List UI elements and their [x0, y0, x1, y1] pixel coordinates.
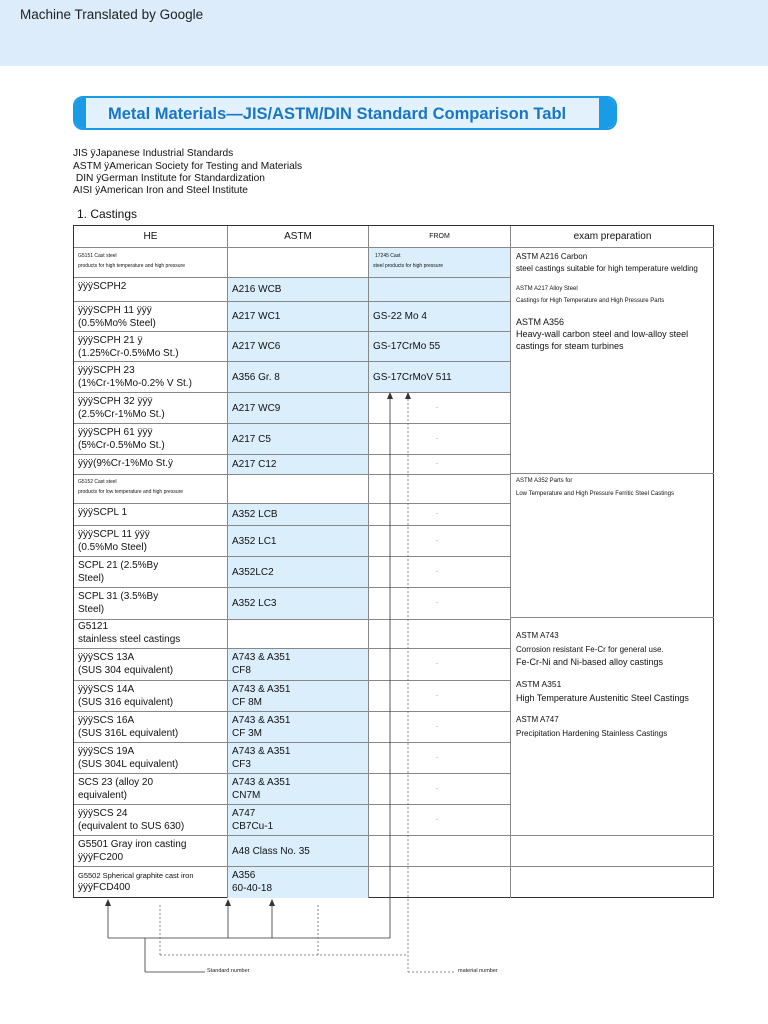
astm-grade-cell: A747 CB7Cu-1	[228, 805, 369, 836]
astm-grade-cell: A216 WCB	[228, 278, 369, 302]
din-grade-cell	[369, 557, 511, 588]
din-grade-cell	[369, 504, 511, 526]
note-line: Heavy-wall carbon steel and low-alloy steel castings for steam turbines	[516, 329, 689, 351]
placeholder-dash: -	[436, 754, 438, 761]
note-line: steel castings suitable for high temperature welding	[516, 264, 698, 273]
jis-grade-cell: ÿÿÿSCS 19A (SUS 304L equivalent)	[74, 743, 228, 774]
din-grade-cell	[369, 526, 511, 557]
table-cell	[369, 836, 511, 867]
jis-grade-cell: ÿÿÿSCS 14A (SUS 316 equivalent)	[74, 681, 228, 712]
astm-grade-cell: A743 & A351 CF3	[228, 743, 369, 774]
placeholder-dash: -	[436, 511, 438, 517]
astm-ductile-iron: A356 60-40-18	[228, 867, 369, 898]
astm-grade-cell: A217 WC6	[228, 332, 369, 362]
note-line: ASTM A217 Alloy Steel	[516, 286, 578, 292]
note-line: Precipitation Hardening Stainless Castings	[516, 729, 668, 738]
din-grade-cell	[369, 649, 511, 681]
ductile-iron-grade: ÿÿÿFCD400	[78, 882, 131, 893]
jis-grade-cell: ÿÿÿSCS 24 (equivalent to SUS 630)	[74, 805, 228, 836]
section-title: 1. Castings	[77, 207, 138, 221]
page-title: Metal Materials—JIS/ASTM/DIN Standard Comparison Tabl	[108, 105, 567, 123]
comparison-table	[73, 225, 714, 898]
title-accent-left	[75, 98, 86, 128]
table-cell	[511, 836, 714, 867]
jis-grade-cell: ÿÿÿSCPH2	[74, 278, 228, 302]
placeholder-dash: -	[436, 692, 438, 699]
abbr-jis: JIS ÿJapanese Industrial Standards	[73, 148, 234, 159]
din-grade-cell	[369, 743, 511, 774]
placeholder-dash: -	[436, 537, 438, 544]
col-header-he: HE	[74, 226, 228, 248]
astm-grade-cell: A217 C12	[228, 455, 369, 475]
placeholder-dash: -	[436, 816, 438, 823]
astm-grade-cell: A743 & A351 CF 3M	[228, 712, 369, 743]
group-head-label: G5152 Cast steel	[78, 479, 117, 485]
table-cell	[369, 867, 511, 898]
group-head-label-2: products for low temperature and high pressure	[78, 489, 184, 495]
din-grade-cell	[369, 681, 511, 712]
table-cell	[369, 474, 511, 504]
astm-grade-cell: A743 & A351 CF 8M	[228, 681, 369, 712]
din-grade-cell: GS-17CrMoV 511	[369, 362, 511, 393]
table-cell	[228, 618, 369, 649]
astm-grade-cell: A217 C5	[228, 424, 369, 455]
din-grade-cell	[369, 424, 511, 455]
row-gray-iron: G5501 Gray iron casting ÿÿÿFC200	[74, 836, 228, 867]
notes-stainless	[511, 618, 714, 836]
jis-grade-cell: SCPL 31 (3.5%By Steel)	[74, 588, 228, 620]
din-grade-cell	[369, 805, 511, 836]
group-head-high-temp	[74, 248, 228, 278]
title-banner	[73, 96, 617, 130]
jis-grade-cell: ÿÿÿSCPH 21 ÿ (1.25%Cr-0.5%Mo St.)	[74, 332, 228, 362]
group-head-label-2: products for high temperature and high pressure	[78, 263, 186, 269]
note-line: Castings for High Temperature and High Pressure Parts	[516, 298, 665, 304]
title-accent-right	[599, 98, 615, 128]
table-cell	[369, 618, 511, 649]
jis-grade-cell: ÿÿÿSCPL 11 ÿÿÿ (0.5%Mo Steel)	[74, 526, 228, 557]
din-grade-cell	[369, 712, 511, 743]
note-line: ASTM A747	[516, 715, 559, 724]
table-cell	[228, 474, 369, 504]
din-grade-cell	[369, 393, 511, 424]
jis-grade-cell: ÿÿÿSCPH 32 ÿÿÿ (2.5%Cr-1%Mo St.)	[74, 393, 228, 424]
jis-grade-cell: ÿÿÿSCPH 23 (1%Cr-1%Mo-0.2% V St.)	[74, 362, 228, 393]
astm-grade-cell: A217 WC1	[228, 302, 369, 332]
astm-grade-cell: A356 Gr. 8	[228, 362, 369, 393]
jis-grade-cell: ÿÿÿSCPL 1	[74, 504, 228, 526]
astm-grade-cell: A352LC2	[228, 557, 369, 588]
placeholder-dash: -	[436, 723, 438, 730]
astm-grade-cell: A743 & A351 CF8	[228, 649, 369, 681]
table-cell	[228, 248, 369, 278]
astm-grade-cell: A352 LC3	[228, 588, 369, 620]
col-header-notes: exam preparation	[511, 226, 714, 248]
banner-label: Machine Translated by Google	[20, 7, 204, 22]
label-standard-number: Standard number	[207, 968, 250, 974]
din-head-label-2: steel products for high pressure	[373, 263, 444, 269]
group-head-low-temp	[74, 474, 228, 504]
placeholder-dash: -	[436, 404, 438, 411]
din-grade-cell	[369, 455, 511, 475]
din-head-label: 17245 Cast	[375, 253, 401, 259]
din-group-head	[369, 248, 511, 278]
placeholder-dash: -	[436, 461, 438, 467]
note-line: ASTM A351	[516, 679, 562, 689]
group-head-stainless: G5121 stainless steel castings	[74, 618, 228, 649]
abbr-aisi: AISI ÿAmerican Iron and Steel Institute	[73, 185, 248, 196]
din-grade-cell	[369, 774, 511, 805]
abbr-din: DIN ÿGerman Institute for Standardization	[73, 173, 265, 184]
din-grade-cell: GS-17CrMo 55	[369, 332, 511, 362]
col-header-din: FROM	[369, 226, 511, 248]
jis-grade-cell: SCS 23 (alloy 20 equivalent)	[74, 774, 228, 805]
translation-banner	[0, 0, 768, 66]
note-line: ASTM A352 Parts for	[516, 478, 573, 484]
note-line: Corrosion resistant Fe-Cr for general use.	[516, 645, 664, 654]
jis-grade-cell: ÿÿÿSCPH 11 ÿÿÿ (0.5%Mo% Steel)	[74, 302, 228, 332]
jis-grade-cell: ÿÿÿSCS 16A (SUS 316L equivalent)	[74, 712, 228, 743]
din-grade-cell: GS-22 Mo 4	[369, 302, 511, 332]
astm-grade-cell: A217 WC9	[228, 393, 369, 424]
row-ductile-iron	[74, 867, 228, 898]
label-material-number: material number	[458, 968, 498, 974]
note-line: Fe-Cr-Ni and Ni-based alloy castings	[516, 657, 664, 667]
jis-grade-cell: ÿÿÿSCPH 61 ÿÿÿ (5%Cr-0.5%Mo St.)	[74, 424, 228, 455]
table-cell	[511, 867, 714, 898]
din-grade-cell	[369, 588, 511, 620]
placeholder-dash: -	[436, 785, 438, 792]
note-line: ASTM A216 Carbon	[516, 252, 588, 261]
col-header-astm: ASTM	[228, 226, 369, 248]
jis-grade-cell: ÿÿÿ(9%Cr-1%Mo St.ÿ	[74, 455, 228, 475]
astm-gray-iron: A48 Class No. 35	[228, 836, 369, 867]
placeholder-dash: -	[436, 600, 438, 606]
placeholder-dash: -	[436, 435, 438, 442]
astm-grade-cell: A352 LCB	[228, 504, 369, 526]
placeholder-dash: -	[436, 661, 438, 667]
notes-high-temp	[511, 248, 714, 474]
note-line: High Temperature Austenitic Steel Castings	[516, 693, 689, 703]
ductile-iron-standard: G5502 Spherical graphite cast iron	[78, 871, 194, 880]
astm-grade-cell: A743 & A351 CN7M	[228, 774, 369, 805]
note-line: Low Temperature and High Pressure Ferritic Steel Castings	[516, 491, 674, 497]
group-head-label: G5151 Cast steel	[78, 253, 117, 259]
abbr-astm: ASTM ÿAmerican Society for Testing and Materials	[73, 161, 303, 172]
din-grade-cell	[369, 278, 511, 302]
placeholder-dash: -	[436, 568, 438, 575]
notes-low-temp	[511, 474, 714, 618]
astm-grade-cell: A352 LC1	[228, 526, 369, 557]
jis-grade-cell: ÿÿÿSCS 13A (SUS 304 equivalent)	[74, 649, 228, 681]
note-line: ASTM A743	[516, 631, 559, 640]
note-line: ASTM A356	[516, 317, 565, 327]
jis-grade-cell: SCPL 21 (2.5%By Steel)	[74, 557, 228, 588]
